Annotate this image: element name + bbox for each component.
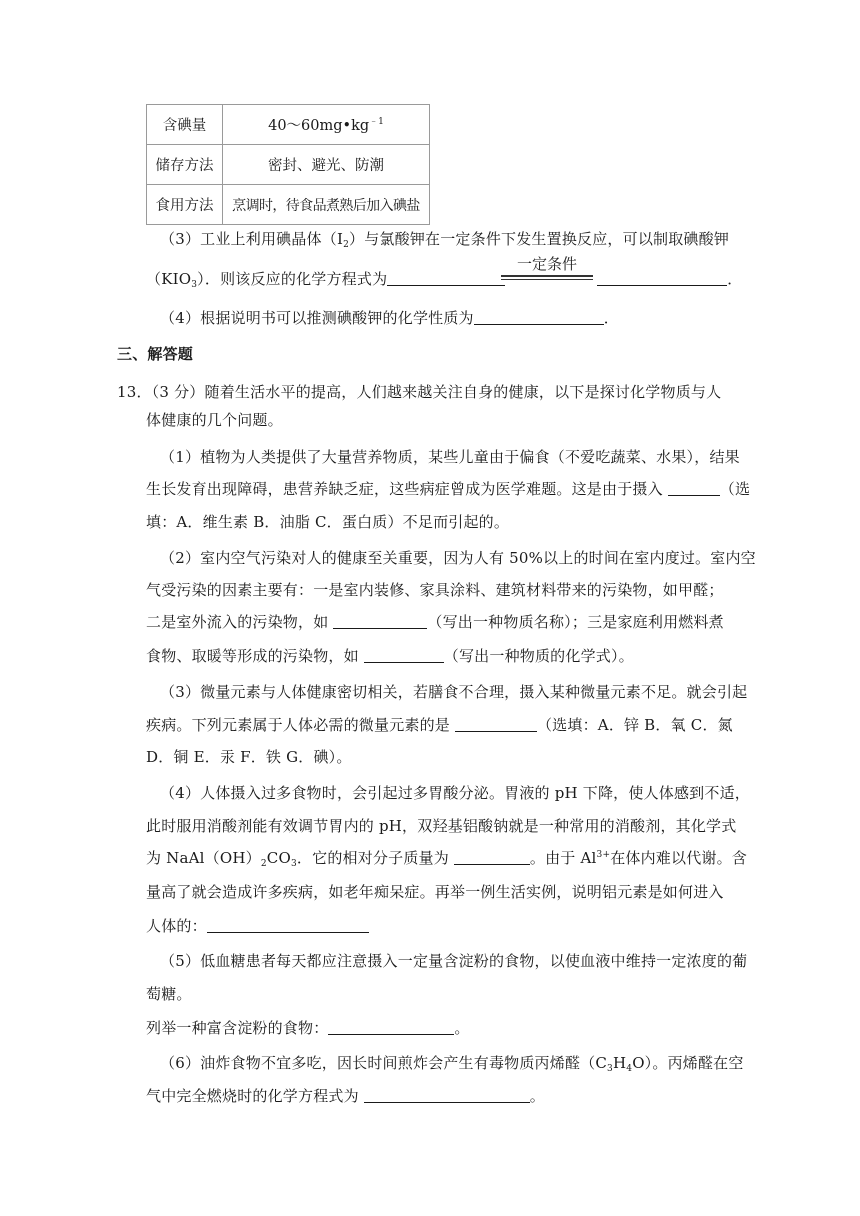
- q13-intro-line1: 13．（3 分）随着生活水平的提高，人们越来越关注自身的健康，以下是探讨化学物质与人: [117, 383, 722, 401]
- q13-part4-line5: 人体的：: [146, 915, 369, 936]
- table-row: [147, 105, 430, 145]
- q13-part3-line1: （3）微量元素与人体健康密切相关，若膳食不合理，摄入某种微量元素不足。就会引起: [160, 683, 748, 701]
- table-key: 食用方法: [147, 185, 223, 225]
- reaction-condition-mark: [501, 255, 593, 280]
- q13-part2-line1: （2）室内空气污染对人的健康至关重要，因为人有 50%以上的时间在室内度过。室内空: [160, 549, 756, 567]
- q13-part6-line2: 气中完全燃烧时的化学方程式为 。: [146, 1087, 545, 1105]
- answer-blank[interactable]: [207, 918, 369, 933]
- answer-blank[interactable]: [454, 850, 530, 865]
- table-key: 含碘量: [147, 105, 223, 145]
- q12-part3-line2: $(KIO_3)$．则该反应的化学方程式为 ．: [146, 270, 743, 290]
- q13-part5-line1: （5）低血糖患者每天都应注意摄入一定量含淀粉的食物，以使血液中维持一定浓度的葡: [160, 952, 748, 970]
- q13-part4-line2: 此时服用消酸剂能有效调节胃内的 pH，双羟基铝酸钠就是一种常用的消酸剂，其化学式: [146, 817, 737, 835]
- table-value: $40\sim 60mg•kg^{﹣1}$: [223, 105, 430, 145]
- q13-part6-line1: （6）油炸食物不宜多吃，因长时间煎炸会产生有毒物质丙烯醛$(C_3H_4O)$。丙烯醛在空: [160, 1054, 744, 1074]
- q13-part2-line2: 气受污染的因素主要有：一是室内装修、家具涂料、建筑材料带来的污染物，如甲醛；: [146, 581, 724, 599]
- q13-part1-line1: （1）植物为人类提供了大量营养物质，某些儿童由于偏食（不爱吃蔬菜、水果），结果: [160, 448, 740, 466]
- q13-part4-line1: （4）人体摄入过多食物时，会引起过多胃酸分泌。胃液的 pH 下降，使人体感到不适，: [160, 784, 750, 802]
- answer-blank[interactable]: [455, 717, 537, 732]
- equals-bars: [501, 275, 593, 280]
- answer-blank[interactable]: [597, 271, 727, 286]
- q13-part4-line3: 为 $NaAl(OH)_2CO_3$．它的相对分子质量为 。由于 $Al^{3+}$在体内难以代谢。含: [146, 849, 747, 869]
- q13-part1-line2: 生长发育出现障碍，患营养缺乏症，这些病症曾成为医学难题。这是由于摄入 （选: [146, 480, 751, 498]
- q13-part3-line3: D．铜 E．汞 F．铁 G．碘）。: [146, 748, 352, 766]
- answer-blank[interactable]: [333, 614, 427, 629]
- q13-part3-line2: 疾病。下列元素属于人体必需的微量元素的是 （选填：A．锌 B．氧 C．氮: [146, 716, 733, 734]
- q13-intro-line2: 体健康的几个问题。: [146, 411, 283, 429]
- answer-blank[interactable]: [328, 1020, 454, 1035]
- q13-part2-line3: 二是室外流入的污染物，如 （写出一种物质名称）；三是家庭利用燃料煮: [146, 613, 724, 631]
- answer-blank[interactable]: [364, 648, 444, 663]
- table-value: 密封、避光、防潮: [223, 145, 430, 185]
- answer-blank[interactable]: [474, 310, 604, 325]
- reaction-condition-text: 一定条件: [516, 255, 577, 273]
- table-key: 储存方法: [147, 145, 223, 185]
- answer-blank[interactable]: [387, 271, 505, 286]
- q13-part4-line4: 量高了就会造成许多疾病，如老年痴呆症。再举一例生活实例，说明铝元素是如何进入: [146, 883, 724, 901]
- answer-blank[interactable]: [668, 481, 720, 496]
- q13-part5-line3: 列举一种富含淀粉的食物： 。: [146, 1019, 470, 1037]
- q12-part4: （4）根据说明书可以推测碘酸钾的化学性质为 ．: [160, 309, 619, 327]
- q13-part5-line2: 萄糖。: [146, 985, 192, 1003]
- table-row: [147, 145, 430, 185]
- q13-part1-line3: 填：A．维生素 B．油脂 C．蛋白质）不足而引起的。: [146, 513, 510, 531]
- table-row: [147, 185, 430, 225]
- answer-blank[interactable]: [364, 1088, 530, 1103]
- iodized-salt-info-table: [146, 104, 430, 225]
- q12-part3-line1: （3）工业上利用碘晶体$(I_2)$与氯酸钾在一定条件下发生置换反应，可以制取碘酸钾: [160, 230, 730, 250]
- table-value: 烹调时，待食品煮熟后加入碘盐: [223, 185, 430, 225]
- section-title: 三、解答题: [117, 345, 194, 363]
- q13-part2-line4: 食物、取暖等形成的污染物，如 （写出一种物质的化学式）。: [146, 647, 634, 665]
